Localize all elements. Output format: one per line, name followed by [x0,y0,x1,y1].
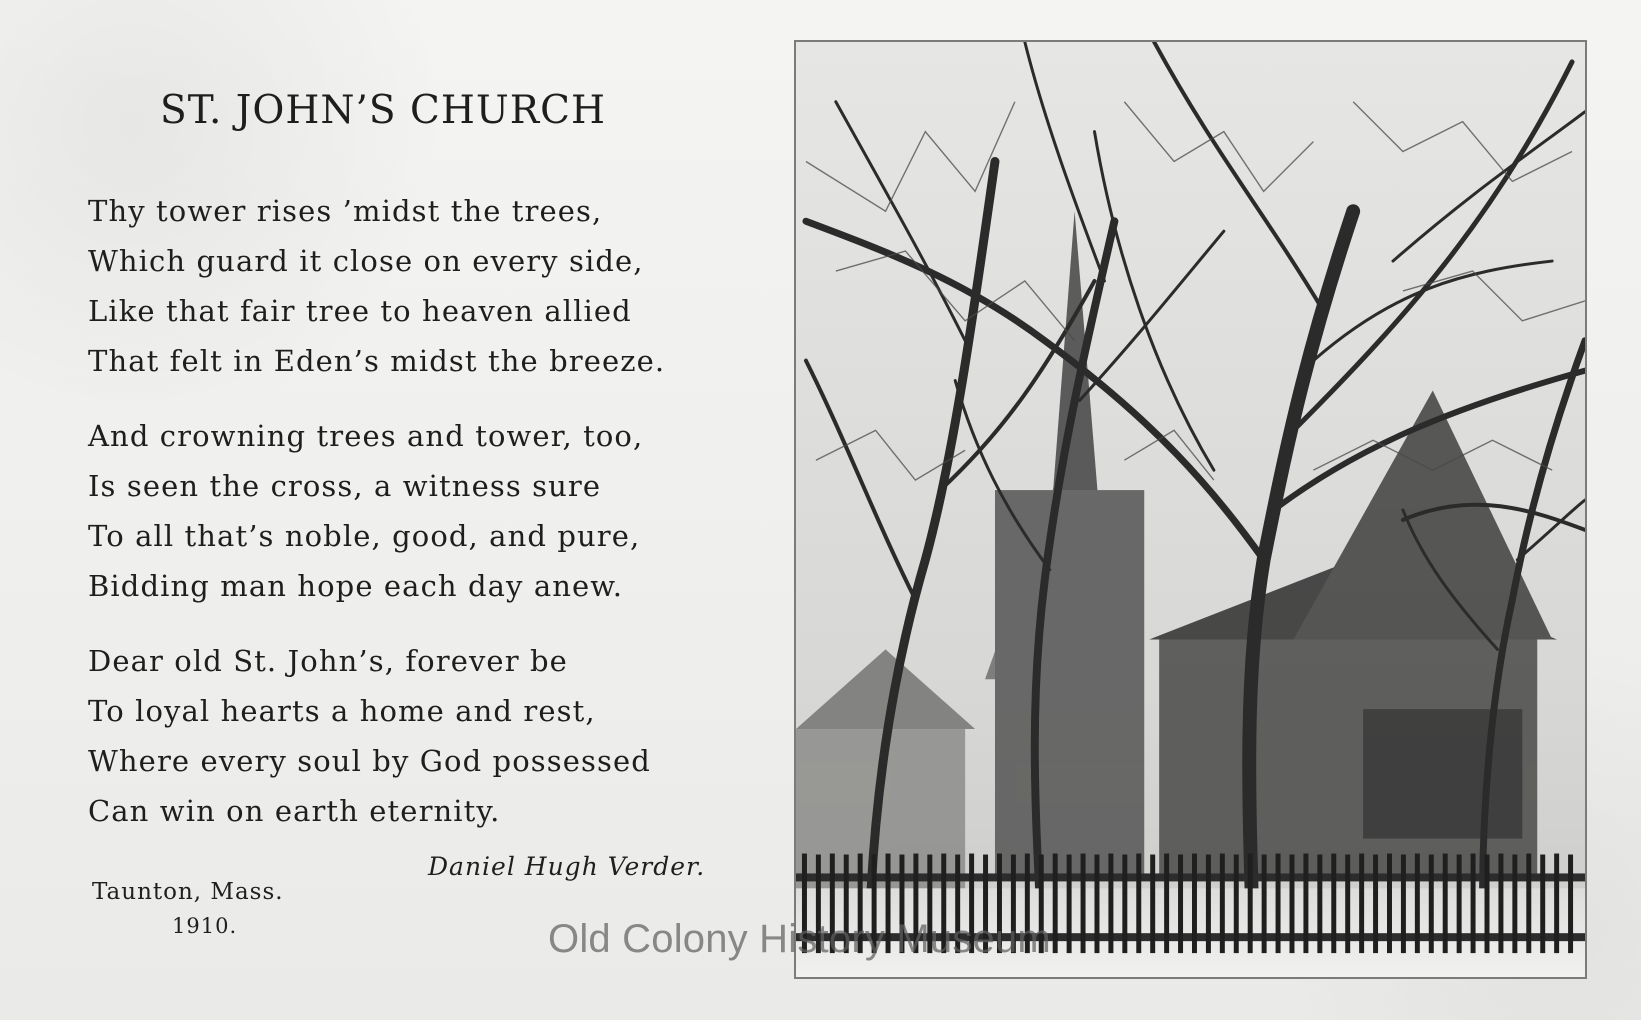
poem-line: And crowning trees and tower, too, [88,419,644,453]
poem-text [88,186,718,861]
poem-line: Where every soul by God possessed [88,744,651,778]
poem-title: ST. JOHN’S CHURCH [160,88,606,133]
stanza-1 [88,186,718,386]
poem-line: Can win on earth eternity. [88,794,501,828]
poem-line: Like that fair tree to heaven allied [88,294,632,328]
poem-line: To loyal hearts a home and rest, [88,694,596,728]
poem-line: Dear old St. John’s, forever be [88,644,568,678]
year-label: 1910. [172,914,238,938]
watermark-text: Old Colony History Museum [548,917,1051,961]
author-signature: Daniel Hugh Verder. [428,852,706,881]
poem-line: Thy tower rises ’midst the trees, [88,194,603,228]
poem-line: Bidding man hope each day anew. [88,569,624,603]
stanza-2 [88,411,718,611]
poem-line: Which guard it close on every side, [88,244,644,278]
poem-line: To all that’s noble, good, and pure, [88,519,641,553]
place-label: Taunton, Mass. [92,879,284,905]
poem-line: That felt in Eden’s midst the breeze. [88,344,666,378]
poem-line: Is seen the cross, a witness sure [88,469,602,503]
church-photo-illustration [796,42,1585,977]
stanza-3 [88,636,718,836]
church-photo [794,40,1587,979]
